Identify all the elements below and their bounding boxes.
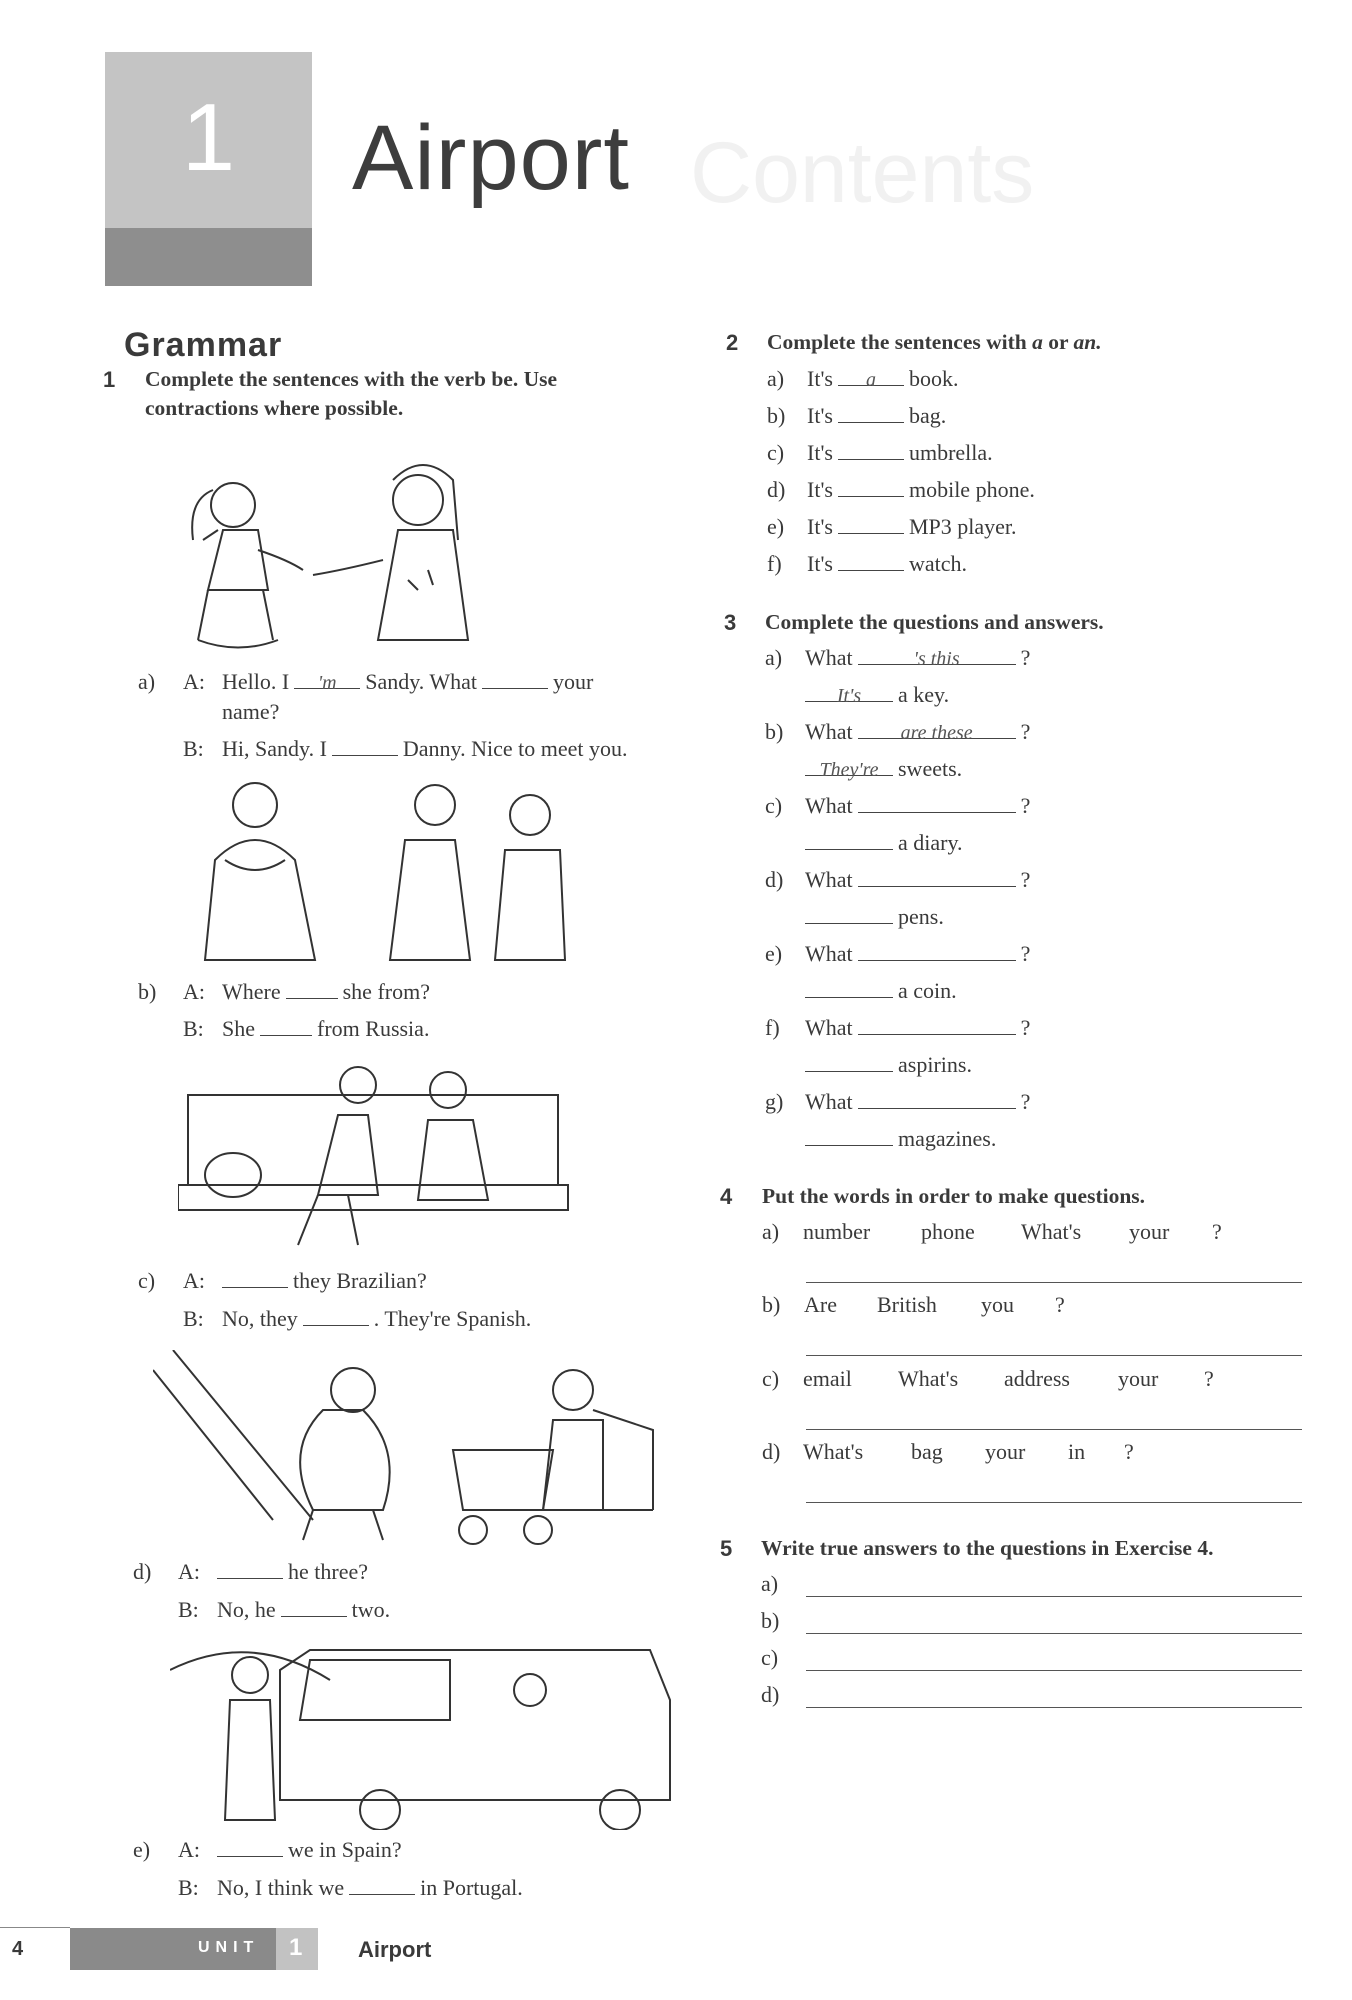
ex2-item-letter: b) <box>767 403 786 428</box>
ex4-word: your <box>1118 1366 1159 1391</box>
ex1-c-blank-2[interactable] <box>303 1305 369 1326</box>
ex3-item-e-answer <box>805 977 957 1005</box>
ex1-b-line2-pre: She <box>222 1016 255 1041</box>
ex1-a-speaker-b: B: <box>183 736 204 761</box>
ex1-b-line2-post: from Russia. <box>317 1016 430 1041</box>
exercise-2-instruction-text: Complete the sentences with <box>767 330 1027 354</box>
illustration-women-in-coats <box>185 770 605 970</box>
ex2-item-post: mobile phone. <box>908 477 1035 502</box>
ex2-item-pre: It's <box>807 440 833 465</box>
ex4-item-b-answer-line[interactable] <box>806 1355 1302 1356</box>
handwritten-answer: a <box>865 369 876 391</box>
ex5-item-letter: a) <box>761 1571 779 1596</box>
ex2-item-blank[interactable] <box>838 513 904 534</box>
ex3-item-c-question <box>765 792 1030 820</box>
ex3-item-answer-blank[interactable] <box>805 681 893 707</box>
unit-number-box-band <box>105 228 312 286</box>
ex4-item-b-letter: b) <box>762 1292 781 1317</box>
ex3-item-f-question <box>765 1014 1030 1042</box>
ex1-a-line2: name? <box>222 699 280 724</box>
ex2-item-post: umbrella. <box>908 440 993 465</box>
ex3-item-g-question <box>765 1088 1030 1116</box>
ex5-item-letter: d) <box>761 1682 780 1707</box>
ex1-d-speaker-b: B: <box>178 1597 199 1622</box>
ex1-c-line2-pre: No, they <box>222 1306 298 1331</box>
ex1-d-line2 <box>217 1596 390 1624</box>
ex5-answer-line[interactable] <box>806 1707 1302 1708</box>
ex1-e-line2 <box>217 1874 523 1902</box>
handwritten-answer: 'm <box>317 672 337 694</box>
illustration-two-people-greeting <box>168 460 535 660</box>
ex3-item-what: What <box>805 941 853 966</box>
ex3-item-answer-text: aspirins. <box>898 1052 972 1077</box>
ex1-a-line1 <box>222 668 593 696</box>
exercise-2-word-an: an. <box>1073 330 1102 354</box>
ex3-item-g-answer <box>805 1125 996 1153</box>
ex4-word: ? <box>1212 1219 1222 1244</box>
ex1-e-blank-1[interactable] <box>217 1836 283 1857</box>
ex3-item-qmark: ? <box>1020 1015 1031 1040</box>
ex3-item-answer-text: a coin. <box>898 978 957 1003</box>
ex3-item-c-answer <box>805 829 963 857</box>
ex1-e-line1-post: we in Spain? <box>288 1837 402 1862</box>
ex1-a-line3-pre: Hi, Sandy. I <box>222 736 327 761</box>
ex4-word: you <box>981 1292 1014 1317</box>
ex3-item-qmark: ? <box>1020 793 1031 818</box>
ex3-item-what: What <box>805 1089 853 1114</box>
footer-title: Airport <box>358 1937 432 1962</box>
ex3-item-question-blank[interactable] <box>858 866 1016 887</box>
ex1-d-blank-1[interactable] <box>217 1558 283 1579</box>
ex4-item-a-letter: a) <box>762 1219 780 1244</box>
ex2-item-blank[interactable] <box>838 476 904 497</box>
ex1-a-letter: a) <box>138 669 156 694</box>
ex3-item-a-answer <box>805 681 949 709</box>
ex2-item-e <box>767 513 1017 541</box>
ex3-item-qmark: ? <box>1020 1089 1031 1114</box>
ex1-d-line1 <box>217 1558 368 1586</box>
ex2-item-letter: e) <box>767 514 785 539</box>
ex2-item-f <box>767 550 967 578</box>
ex2-item-pre: It's <box>807 514 833 539</box>
ex1-e-line2-post: in Portugal. <box>420 1875 523 1900</box>
ex1-a-line3 <box>222 735 628 763</box>
ex1-d-blank-2[interactable] <box>281 1596 347 1617</box>
exercise-3-instruction: Complete the questions and answers. <box>765 610 1104 634</box>
exercise-1-instruction-line1: Complete the sentences with the verb be. Use <box>145 367 558 391</box>
ex1-c-speaker-a: A: <box>183 1268 205 1293</box>
ex1-d-line2-post: two. <box>351 1597 391 1622</box>
ex1-a-line1-mid: Sandy. What <box>365 669 478 694</box>
ex4-word: British <box>877 1292 937 1317</box>
ex4-item-d-answer-line[interactable] <box>806 1502 1302 1503</box>
ex3-item-question-blank[interactable] <box>858 792 1016 813</box>
ex1-d-line1-post: he three? <box>288 1559 368 1584</box>
illustration-women-on-bench <box>178 1055 570 1255</box>
ex2-item-blank[interactable] <box>838 402 904 423</box>
ex1-d-speaker-a: A: <box>178 1559 200 1584</box>
ex3-item-d-question <box>765 866 1030 894</box>
ex3-item-qmark: ? <box>1020 941 1031 966</box>
unit-number: 1 <box>181 84 236 191</box>
exercise-4-instruction: Put the words in order to make questions. <box>762 1184 1146 1208</box>
ex2-item-pre: It's <box>807 403 833 428</box>
ex3-item-b-answer <box>805 755 962 783</box>
page-number: 4 <box>12 1938 24 1960</box>
ex1-d-line2-pre: No, he <box>217 1597 276 1622</box>
ex3-item-f-answer <box>805 1051 972 1079</box>
ex3-item-letter: g) <box>765 1089 784 1114</box>
ex2-item-post: bag. <box>908 403 947 428</box>
ex5-item-letter: b) <box>761 1608 780 1633</box>
footer-unit-label: UNIT <box>198 1939 260 1956</box>
ex3-item-answer-text: a key. <box>898 682 950 707</box>
ex1-b-line1-pre: Where <box>222 979 281 1004</box>
ex2-item-post: book. <box>908 366 959 391</box>
ex4-word: address <box>1004 1366 1070 1391</box>
ex1-e-line2-pre: No, I think we <box>217 1875 345 1900</box>
ex4-item-c-answer-line[interactable] <box>806 1429 1302 1430</box>
ex3-item-answer-text: pens. <box>898 904 944 929</box>
exercise-3-number: 3 <box>724 610 737 635</box>
ex3-item-answer-text: magazines. <box>898 1126 997 1151</box>
ex4-word: What's <box>1021 1219 1082 1244</box>
ex5-answer-line[interactable] <box>806 1596 1302 1597</box>
ex4-word: ? <box>1124 1439 1134 1464</box>
ex2-item-c <box>767 439 993 467</box>
ex1-c-line1 <box>222 1267 427 1295</box>
ex2-item-pre: It's <box>807 477 833 502</box>
ex1-b-line1 <box>222 978 430 1006</box>
ex1-a-blank-2[interactable] <box>482 668 548 689</box>
exercise-5-number: 5 <box>720 1536 733 1561</box>
ex1-c-line2 <box>222 1305 531 1333</box>
ex1-c-speaker-b: B: <box>183 1306 204 1331</box>
ex1-e-letter: e) <box>133 1837 151 1862</box>
ex1-a-line3-post: Danny. Nice to meet you. <box>402 736 628 761</box>
ex3-item-question-blank[interactable] <box>858 1014 1016 1035</box>
ex3-item-letter: b) <box>765 719 784 744</box>
illustration-van-and-people <box>170 1630 680 1830</box>
ex1-b-speaker-b: B: <box>183 1016 204 1041</box>
ex1-e-speaker-a: A: <box>178 1837 200 1862</box>
ex3-item-answer-blank[interactable] <box>805 829 893 850</box>
ex1-b-line1-post: she from? <box>342 979 430 1004</box>
ex3-item-question-blank[interactable] <box>858 940 1016 961</box>
ex1-b-letter: b) <box>138 979 157 1004</box>
ex3-item-letter: e) <box>765 941 783 966</box>
ex1-c-letter: c) <box>138 1268 156 1293</box>
ex2-item-blank[interactable] <box>838 439 904 460</box>
exercise-5-instruction: Write true answers to the questions in Exercise 4. <box>761 1536 1214 1560</box>
handwritten-answer: It's <box>836 685 862 707</box>
ex2-item-letter: d) <box>767 477 786 502</box>
ex1-c-line1-post: they Brazilian? <box>293 1268 427 1293</box>
ex1-a-line1-post: your <box>553 669 594 694</box>
ex5-item-letter: c) <box>761 1645 779 1670</box>
ex4-item-c-letter: c) <box>762 1366 780 1391</box>
exercise-2-word-a: a <box>1032 330 1043 354</box>
ex3-item-letter: a) <box>765 645 783 670</box>
ex4-word: bag <box>911 1439 943 1464</box>
ex4-word: What's <box>898 1366 959 1391</box>
ex3-item-answer-blank[interactable] <box>805 903 893 924</box>
ex2-item-blank[interactable] <box>838 365 904 391</box>
ex3-item-answer-blank[interactable] <box>805 1125 893 1146</box>
exercise-2-instruction <box>767 328 1102 357</box>
ex1-c-blank-1[interactable] <box>222 1267 288 1288</box>
footer-rule <box>0 1927 70 1928</box>
ex3-item-answer-blank[interactable] <box>805 1051 893 1072</box>
exercise-1-instruction-line2: contractions where possible. <box>145 396 404 420</box>
ex3-item-what: What <box>805 1015 853 1040</box>
background-ghost-title: Contents <box>690 125 1035 221</box>
ex1-d-letter: d) <box>133 1559 152 1584</box>
ex3-item-answer-text: a diary. <box>898 830 963 855</box>
ex5-answer-line[interactable] <box>806 1670 1302 1671</box>
illustration-woman-with-pram-and-bench <box>153 1350 668 1555</box>
ex3-item-qmark: ? <box>1020 719 1031 744</box>
ex1-b-speaker-a: A: <box>183 979 205 1004</box>
ex1-b-blank-2[interactable] <box>260 1015 312 1036</box>
ex2-item-b <box>767 402 946 430</box>
ex4-word: number <box>803 1219 871 1244</box>
ex1-c-line2-post: . They're Spanish. <box>373 1306 532 1331</box>
ex4-word: your <box>1129 1219 1170 1244</box>
ex3-item-question-blank[interactable] <box>858 644 1016 670</box>
ex1-b-line2 <box>222 1015 429 1043</box>
ex2-item-d <box>767 476 1035 504</box>
ex3-item-what: What <box>805 867 853 892</box>
ex3-item-a-question <box>765 644 1030 672</box>
handwritten-answer: 's this <box>913 648 960 670</box>
ex3-item-e-question <box>765 940 1030 968</box>
ex3-item-what: What <box>805 719 853 744</box>
ex3-item-answer-blank[interactable] <box>805 977 893 998</box>
ex5-answer-line[interactable] <box>806 1633 1302 1634</box>
ex3-item-b-question <box>765 718 1030 746</box>
ex3-item-what: What <box>805 645 853 670</box>
ex4-word: Are <box>804 1292 837 1317</box>
ex4-item-d-letter: d) <box>762 1439 781 1464</box>
ex4-item-a-answer-line[interactable] <box>806 1282 1302 1283</box>
ex4-word: phone <box>921 1219 975 1244</box>
ex3-item-letter: c) <box>765 793 783 818</box>
exercise-4-number: 4 <box>720 1184 733 1209</box>
ex2-item-a <box>767 365 958 393</box>
ex3-item-d-answer <box>805 903 944 931</box>
exercise-2-word-or: or <box>1048 330 1069 354</box>
ex2-item-pre: It's <box>807 551 833 576</box>
ex1-a-speaker-a: A: <box>183 669 205 694</box>
ex2-item-blank[interactable] <box>838 550 904 571</box>
section-title-grammar: Grammar <box>124 326 283 364</box>
ex4-word: in <box>1068 1439 1086 1464</box>
ex3-item-what: What <box>805 793 853 818</box>
ex4-word: What's <box>803 1439 864 1464</box>
ex1-b-blank-1[interactable] <box>286 978 338 999</box>
ex3-item-letter: f) <box>765 1015 780 1040</box>
ex2-item-letter: a) <box>767 366 785 391</box>
ex1-e-speaker-b: B: <box>178 1875 199 1900</box>
ex2-item-post: MP3 player. <box>908 514 1017 539</box>
ex4-word: your <box>985 1439 1026 1464</box>
ex2-item-letter: c) <box>767 440 785 465</box>
handwritten-answer: are these <box>900 722 973 744</box>
ex2-item-letter: f) <box>767 551 782 576</box>
ex4-word: ? <box>1055 1292 1065 1317</box>
ex2-item-post: watch. <box>908 551 967 576</box>
ex3-item-question-blank[interactable] <box>858 1088 1016 1109</box>
ex1-a-line1-pre: Hello. I <box>222 669 290 694</box>
page-title: Airport <box>352 107 630 209</box>
ex1-a-blank-3[interactable] <box>332 735 398 756</box>
ex3-item-letter: d) <box>765 867 784 892</box>
ex2-item-pre: It's <box>807 366 833 391</box>
ex4-word: ? <box>1204 1366 1214 1391</box>
exercise-1-number: 1 <box>103 367 116 392</box>
ex1-e-blank-2[interactable] <box>349 1874 415 1895</box>
ex3-item-qmark: ? <box>1020 645 1031 670</box>
ex3-item-question-blank[interactable] <box>858 718 1016 744</box>
exercise-2-number: 2 <box>726 330 739 355</box>
ex3-item-answer-text: sweets. <box>898 756 963 781</box>
ex4-word: email <box>803 1366 852 1391</box>
footer-unit-number: 1 <box>289 1934 303 1961</box>
ex3-item-qmark: ? <box>1020 867 1031 892</box>
handwritten-answer: They're <box>819 759 879 781</box>
ex1-a-blank-1[interactable] <box>294 668 360 694</box>
ex3-item-answer-blank[interactable] <box>805 755 893 781</box>
ex1-e-line1 <box>217 1836 402 1864</box>
